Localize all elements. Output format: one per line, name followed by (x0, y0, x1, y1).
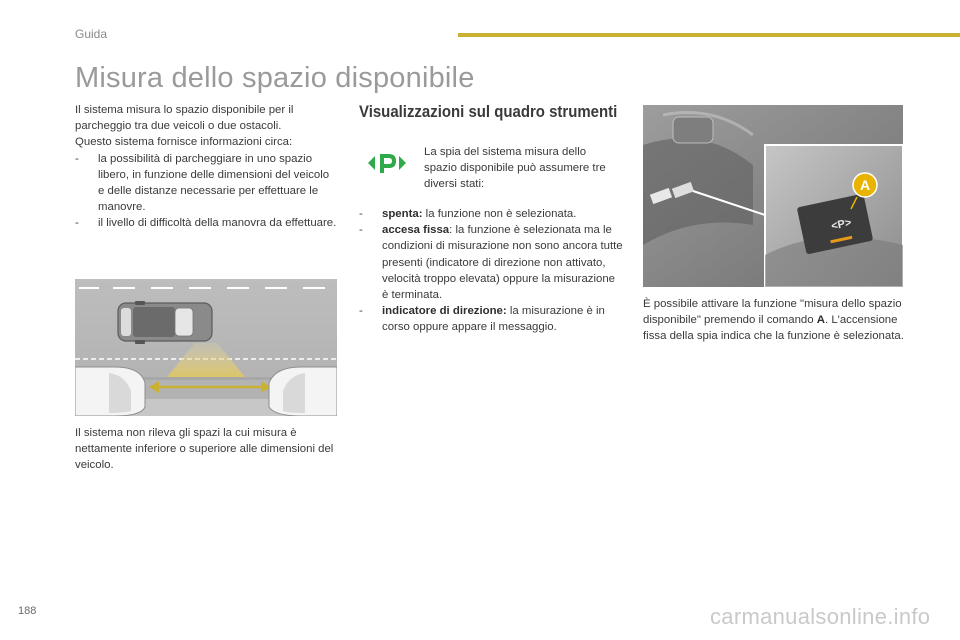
callout-label: A (859, 177, 871, 193)
header-rule (458, 33, 960, 37)
intro-text (75, 102, 337, 232)
page-title: Misura dello spazio disponibile (75, 62, 475, 94)
lamp-state-item: - spenta: la funzione non è selezionata. (359, 208, 577, 220)
lamp-state-item: - accesa fissa: la funzione è selezionata ma le condizioni di misurazione non sono ancora tutte presenti (indicatore di direzione non attivato, velocità troppo elevata) oppure la misurazione è terminata. (359, 224, 623, 302)
vehicle-illustration (118, 301, 212, 344)
dashboard-control-illustration (643, 105, 903, 287)
lamp-states-list (359, 206, 623, 336)
parking-space-illustration (75, 279, 337, 416)
site-watermark: carmanualsonline.info (710, 604, 931, 629)
lamp-state-term: spenta: (382, 208, 423, 220)
intro-list-item: - il livello di difficoltà della manovra da effettuare. (75, 217, 337, 230)
intro-lead: Questo sistema fornisce informazioni circa: (75, 136, 293, 149)
lamp-state-item: - indicatore di direzione: la misurazione è in corso oppure appare il messaggio. (359, 305, 605, 334)
control-label: A (816, 314, 825, 327)
lamp-description: La spia del sistema misura dello spazio disponibile può assumere tre diversi stati: (424, 146, 606, 191)
parked-vehicle-right (269, 367, 337, 416)
section-label: Guida (75, 27, 108, 41)
parked-vehicle-left (75, 367, 145, 416)
lamp-state-term: accesa fissa (382, 224, 450, 237)
parking-space-lamp-icon (366, 150, 408, 176)
svg-text:<P>: <P> (830, 216, 853, 233)
note-text: Il sistema non rileva gli spazi la cui misura è nettamente inferiore o superiore alle dimensioni del veicolo. (75, 427, 334, 472)
intro-paragraph: Il sistema misura lo spazio disponibile per il parcheggio tra due veicoli o due ostacoli. (75, 104, 294, 133)
intro-list-item: - la possibilità di parcheggiare in uno spazio libero, in funzione delle dimensioni del veicolo e delle distanze necessarie per effettuare le manovre. (75, 152, 330, 214)
activation-text: È possibile attivare la funzione "misura dello spazio disponibile" premendo il comando A. L'accensione fissa della spia indica che la funzione è selezionata. (643, 298, 904, 343)
section-heading: Visualizzazioni sul quadro strumenti (359, 102, 618, 121)
lamp-state-term: indicatore di direzione: (382, 305, 507, 318)
page-number: 188 (18, 605, 37, 617)
